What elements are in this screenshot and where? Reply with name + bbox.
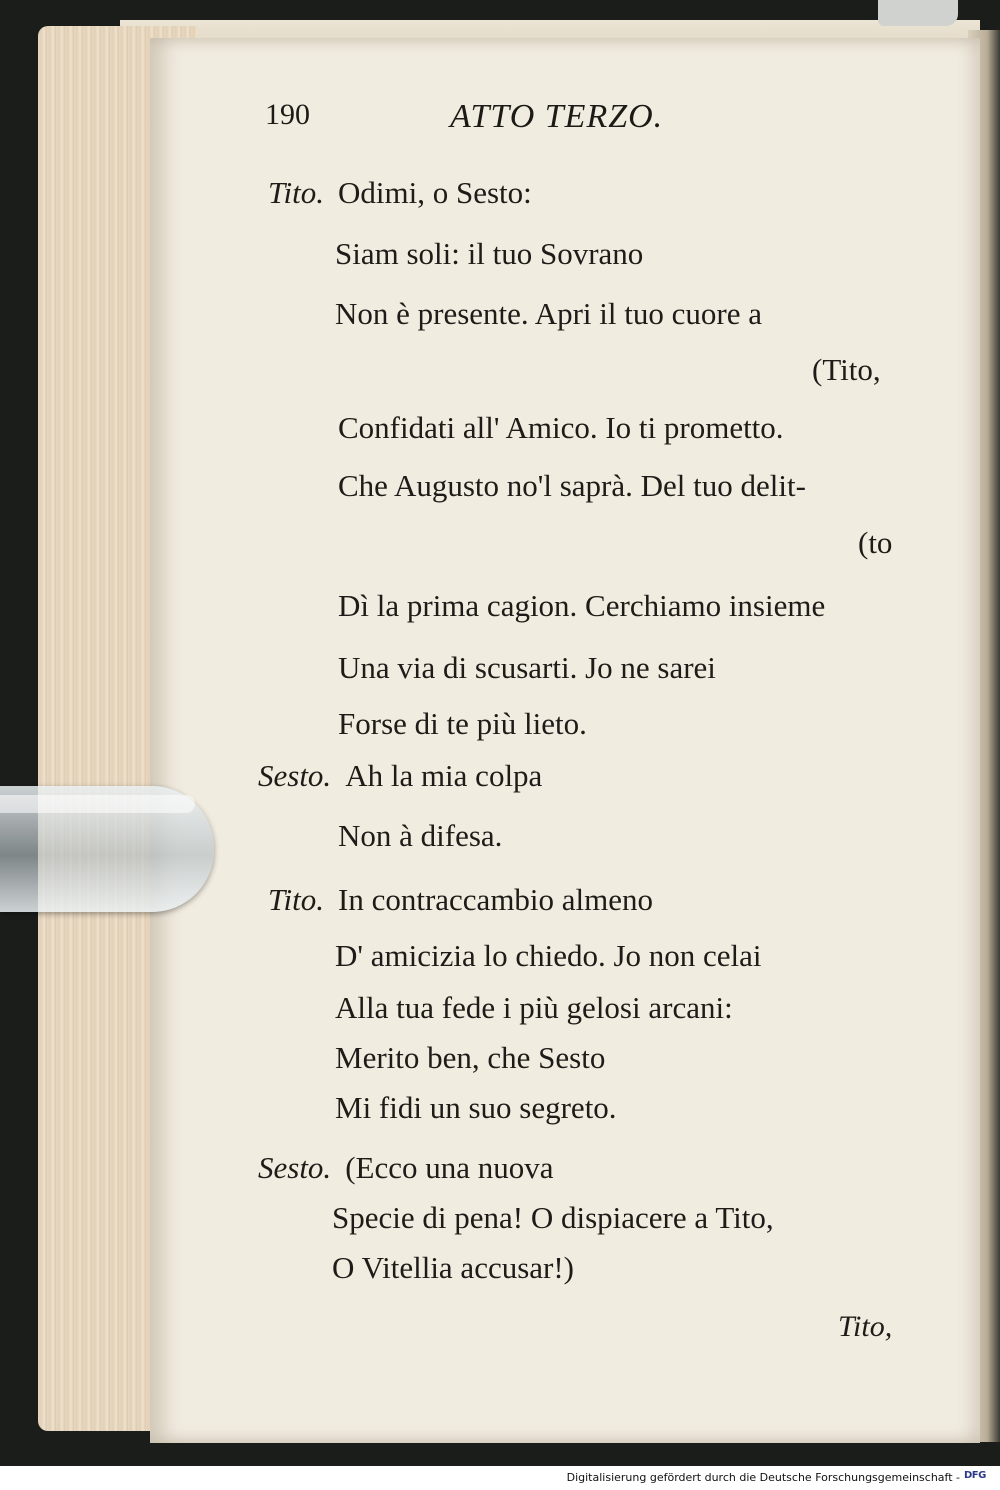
line-text: Non è presente. Apri il tuo cuore a <box>335 296 762 331</box>
text-line <box>812 352 881 388</box>
line-text: Ah la mia colpa <box>345 758 543 793</box>
speaker-name: Sesto. <box>258 758 332 793</box>
line-text: D' amicizia lo chiedo. Jo non celai <box>335 938 762 973</box>
funding-credit: Digitalisierung gefördert durch die Deutsche Forschungsgemeinschaft - <box>566 1471 960 1484</box>
text-line <box>335 1040 605 1076</box>
text-line <box>335 1090 617 1126</box>
speaker-name: Sesto. <box>258 1150 332 1185</box>
paper-fragment <box>878 0 958 26</box>
line-text: Siam soli: il tuo Sovrano <box>335 236 644 271</box>
line-text: Forse di te più lieto. <box>338 706 587 741</box>
line-text: Una via di scusarti. Jo ne sarei <box>338 650 716 685</box>
footer-bar <box>0 1466 1000 1490</box>
line-text: Alla tua fede i più gelosi arcani: <box>335 990 733 1025</box>
speaker-name: Tito. <box>268 175 325 210</box>
line-text: Merito ben, che Sesto <box>335 1040 606 1075</box>
line-text: Mi fidi un suo segreto. <box>335 1090 617 1125</box>
line-text: (Tito, <box>812 352 881 387</box>
line-text: (to <box>858 525 893 560</box>
text-line <box>338 468 806 504</box>
dfg-logo-icon: DFG <box>964 1470 986 1481</box>
line-text: Confidati all' Amico. Io ti prometto. <box>338 410 784 445</box>
text-line <box>338 588 825 624</box>
text-line <box>335 236 643 272</box>
text-line <box>335 990 733 1026</box>
speaker-name: Tito. <box>268 882 325 917</box>
line-text: (Ecco una nuova <box>345 1150 554 1185</box>
text-line <box>338 706 587 742</box>
text-line <box>858 525 892 561</box>
clip-glare <box>0 795 195 813</box>
line-text: Specie di pena! O dispiacere a Tito, <box>332 1200 774 1235</box>
line-text: Non à difesa. <box>338 818 503 853</box>
line-text: In contraccambio almeno <box>338 882 654 917</box>
line-text: Che Augusto no'l saprà. Del tuo delit- <box>338 468 806 503</box>
text-line <box>268 175 532 211</box>
line-text: O Vitellia accusar!) <box>332 1250 575 1285</box>
text-line <box>268 882 653 918</box>
text-line <box>332 1250 574 1286</box>
text-line <box>258 1150 553 1186</box>
text-line <box>338 818 502 854</box>
text-line <box>258 758 542 794</box>
line-text: Odimi, o Sesto: <box>338 175 532 210</box>
line-text: Dì la prima cagion. Cerchiamo insieme <box>338 588 826 623</box>
page-number: 190 <box>265 98 310 131</box>
catchword: Tito, <box>838 1310 893 1343</box>
text-line <box>338 410 784 446</box>
text-line <box>335 296 762 332</box>
running-title: ATTO TERZO. <box>450 98 664 135</box>
text-line <box>335 938 762 974</box>
text-line <box>332 1200 774 1236</box>
text-line <box>338 650 716 686</box>
